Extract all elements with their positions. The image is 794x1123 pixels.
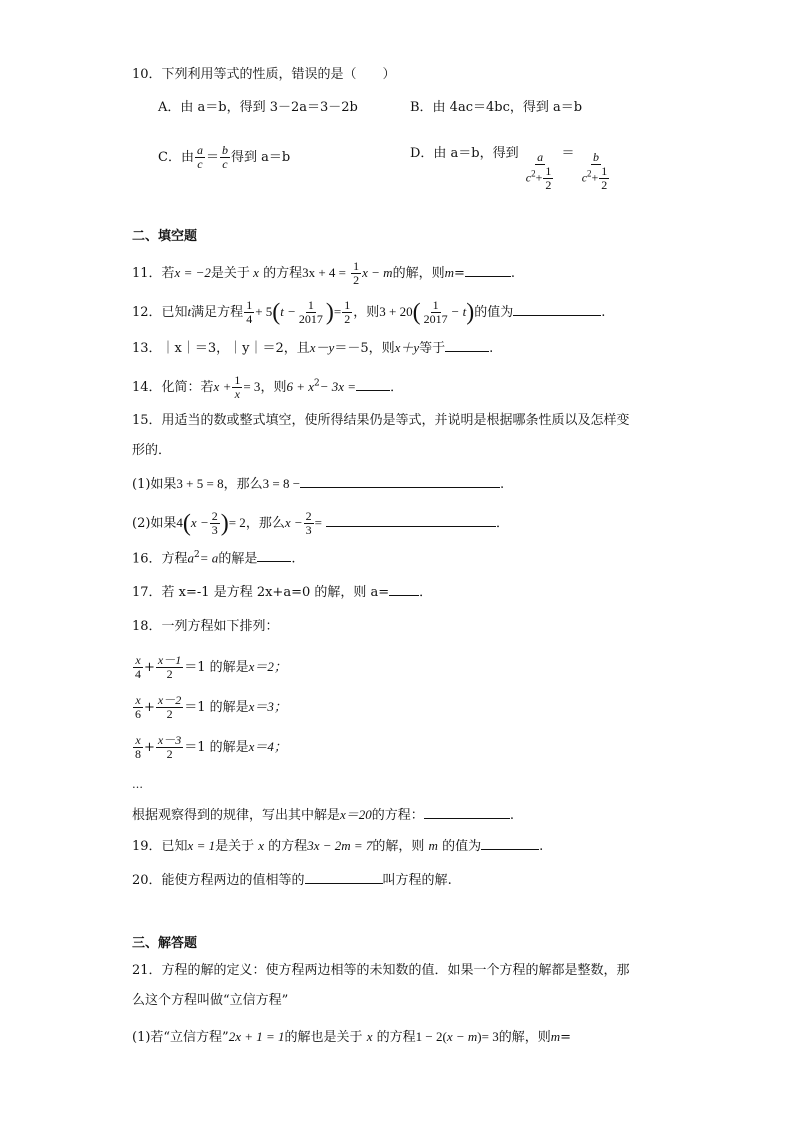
q14-answer-blank[interactable] <box>356 377 390 391</box>
q10-c-frac-2-den: c <box>222 157 228 171</box>
q10-d-frac-2-num: b <box>592 150 599 164</box>
q10-d-prefix: D．由 a＝b，得到 <box>410 146 519 161</box>
q11-half: $\frac{1}{2}$ <box>353 259 360 287</box>
q10-option-d[interactable] <box>410 145 613 192</box>
q18-question: 根据观察得到的规律，写出其中解是x＝20的方程： . <box>132 807 514 823</box>
q21-line-1: 21．方程的解的定义：使方程两边相等的未知数的值．如果一个方程的解都是整数，那 <box>132 963 630 978</box>
q10-c-prefix: C．由 <box>158 150 194 165</box>
q16-answer-blank[interactable] <box>257 548 291 562</box>
q13: 13．｜x｜＝3，｜y｜＝2，且x－y＝－5，则x＋y等于 . <box>132 340 494 356</box>
q18-equation-2: $\frac{x}{6}$ + $\frac{x-2}{2}$ ＝1 的解是x＝3； <box>135 693 287 721</box>
q10-d-frac-2 <box>580 151 613 192</box>
q15-1-answer-blank[interactable] <box>300 474 500 488</box>
q14: 14．化简：若x + $\frac{1}{x}$ = 3，则$6 + x^2- 3x$ = ． <box>132 373 404 401</box>
q10-stem: 10．下列利用等式的性质，错误的是（ ） <box>132 67 396 82</box>
q18-answer-blank[interactable] <box>424 805 510 819</box>
q12-answer-blank[interactable] <box>513 302 601 316</box>
q12: 12．已知t满足方程 $\frac{1}{4}$ + 5(t − $\frac{1}{2017}$ )= $\frac{1}{2}$ ，则3 + 20( $\frac{1}{2017}$ − t)的值为 . <box>132 298 606 326</box>
q10-d-frac-2-den: $c^2+$ $\frac{1}{2}$ <box>581 164 608 192</box>
q10-option-a[interactable]: A．由 a＝b，得到 3－2a＝3－2b <box>158 100 358 115</box>
q15-line-2: 形的． <box>132 443 172 458</box>
q10-d-half-2: $\frac{1}{2}$ <box>601 164 608 192</box>
q19: 19．已知x = 1是关于 x 的方程3x − 2m = 7的解，则 m 的值为 . <box>132 838 544 854</box>
q10-c-frac-1 <box>195 144 205 171</box>
q18-equation-1: $\frac{x}{4}$ + $\frac{x-1}{2}$ ＝1 的解是x＝2； <box>135 653 287 681</box>
q11: 11．若x = −2是关于 x 的方程3x + 4 = $\frac{1}{2}$ x − m的解，则m= . <box>132 259 516 287</box>
q16: 16．方程$a^2= a$的解是 . <box>132 550 296 567</box>
q10-d-equals: ＝ <box>561 146 575 161</box>
q10-d-frac-1-den: $c^2+$ $\frac{1}{2}$ <box>525 164 552 192</box>
q21-line-2: 么这个方程叫做“立信方程” <box>132 993 289 1008</box>
q10-option-b[interactable]: B．由 4ac＝4bc，得到 a＝b <box>410 100 583 115</box>
q11-answer-blank[interactable] <box>465 263 511 277</box>
section-3-heading: 三、解答题 <box>132 936 198 951</box>
q17: 17．若 x=-1 是方程 2x+a=0 的解，则 a= ． <box>132 582 432 602</box>
section-2-heading: 二、填空题 <box>132 229 198 244</box>
q15-part-1: (1)如果3 + 5 = 8，那么3 = 8 − . <box>132 476 505 492</box>
q10-c-frac-2 <box>220 144 230 171</box>
q10-d-frac-1-num: a <box>537 150 544 164</box>
q21-part-1: (1)若“立信方程”2x + 1 = 1的解也是关于 x 的方程1 − 2(x − m)= 3的解，则m= <box>132 1029 572 1045</box>
q19-answer-blank[interactable] <box>481 836 539 850</box>
q10-c-frac-2-num: b <box>221 143 228 157</box>
q10-c-suffix: 得到 a＝b <box>230 150 291 165</box>
q15-part-2: (2)如果4(x − $\frac{2}{3}$ )= 2，那么x − $\frac{2}{3}$ = ． <box>132 509 509 537</box>
q10-d-half-1: $\frac{1}{2}$ <box>545 164 552 192</box>
q13-answer-blank[interactable] <box>445 338 489 352</box>
q10-c-equals: ＝ <box>205 150 219 165</box>
q10-option-c[interactable] <box>158 144 290 171</box>
q17-answer-blank[interactable] <box>389 582 419 596</box>
q18-equation-3: $\frac{x}{8}$ + $\frac{x-3}{2}$ ＝1 的解是x＝4； <box>135 733 287 761</box>
q10-d-frac-1 <box>524 151 557 192</box>
q10-c-frac-1-num: a <box>196 143 203 157</box>
q20: 20．能使方程两边的值相等的 叫方程的解. <box>132 870 452 890</box>
q15-line-1: 15．用适当的数或整式填空，使所得结果仍是等式，并说明是根据哪条性质以及怎样变 <box>132 413 630 428</box>
q15-2-answer-blank[interactable] <box>326 513 496 527</box>
q18-ellipsis: … <box>132 778 143 791</box>
q18-stem: 18．一列方程如下排列： <box>132 619 279 634</box>
q20-answer-blank[interactable] <box>305 870 383 884</box>
q10-c-frac-1-den: c <box>197 157 203 171</box>
